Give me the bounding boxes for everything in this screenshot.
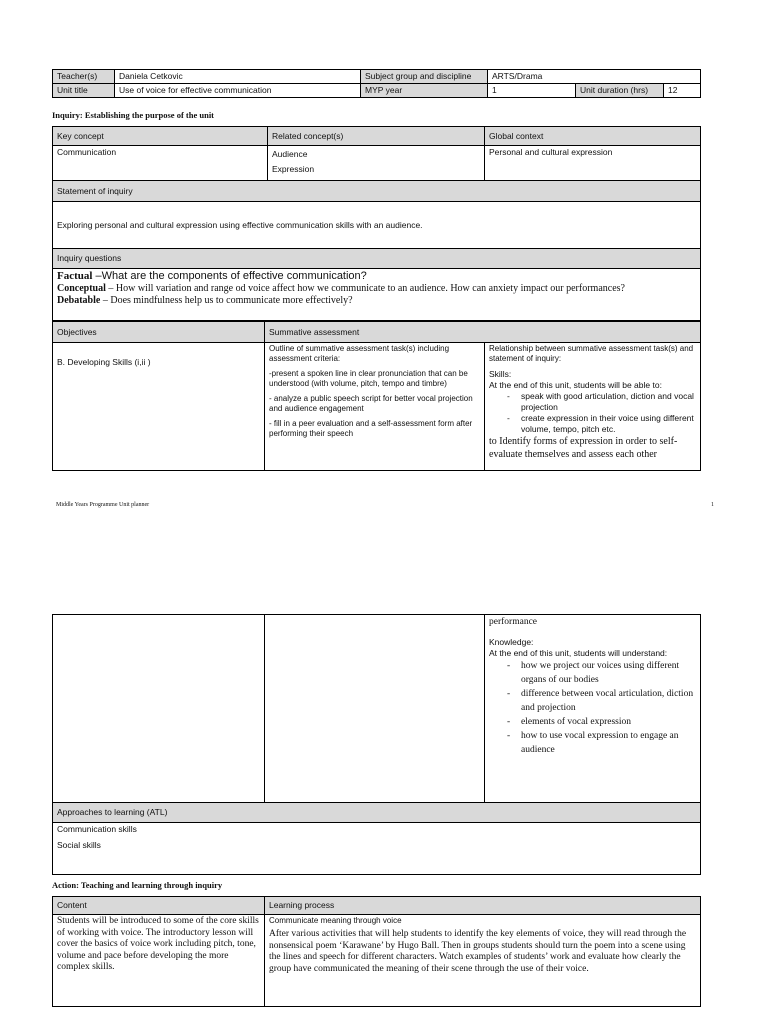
inquiry-table [52, 126, 701, 321]
teacher-value: Daniela Cetkovic [115, 70, 361, 84]
content-label: Content [53, 897, 265, 915]
atl-label: Approaches to learning (ATL) [53, 803, 701, 823]
knowledge-item-1: - how we project our voices using different organs of our bodies [489, 659, 696, 687]
factual-question [57, 270, 696, 283]
knowledge-item-4: - how to use vocal expression to engage an audience [489, 729, 696, 757]
learning-process-label: Learning process [265, 897, 701, 915]
skills-item-1: - speak with good articulation, diction and vocal projection [489, 391, 696, 413]
continuation-objective-cell [53, 615, 265, 803]
inquiry-heading: Inquiry: Establishing the purpose of the unit [52, 110, 215, 120]
action-heading: Action: Teaching and learning through inquiry [52, 880, 223, 890]
atl-item-1: Communication skills [57, 824, 137, 834]
action-table [52, 896, 701, 1007]
summative-label: Summative assessment [265, 322, 701, 343]
outline-item-3: - fill in a peer evaluation and a self-assessment form after performing their speech [269, 419, 473, 438]
outline-heading: Outline of summative assessment task(s) including assessment criteria: [269, 344, 450, 363]
related-concepts-label: Related concept(s) [268, 127, 485, 146]
debatable-text: – Does mindfulness help us to communicate more effectively? [100, 295, 353, 306]
related-concept-1: Audience [272, 149, 308, 159]
knowledge-label: Knowledge: [489, 637, 534, 647]
knowledge-intro: At the end of this unit, students will understand: [489, 648, 668, 658]
statement-label: Statement of inquiry [53, 181, 701, 202]
footer-page-number: 1 [711, 502, 714, 508]
relationship-cell [485, 343, 701, 471]
myp-year-label: MYP year [361, 84, 488, 98]
global-context-value: Personal and cultural expression [485, 146, 701, 181]
relationship-heading: Relationship between summative assessment task(s) and statement of inquiry: [489, 344, 694, 363]
statement-text: Exploring personal and cultural expression using effective communication skills with an audience. [53, 202, 701, 249]
conceptual-label: Conceptual [57, 283, 106, 294]
performance-text: performance [489, 617, 537, 627]
inquiry-questions-cell [53, 269, 701, 321]
subject-value: ARTS/Drama [488, 70, 701, 84]
key-concept-label: Key concept [53, 127, 268, 146]
skills-label: Skills: [489, 369, 512, 379]
skills-list [489, 391, 696, 435]
global-context-label: Global context [485, 127, 701, 146]
knowledge-cell [485, 615, 701, 803]
outline-item-2: - analyze a public speech script for better vocal projection and audience engagement [269, 394, 473, 413]
unit-header-table [52, 69, 701, 98]
skills-intro: At the end of this unit, students will be able to: [489, 380, 662, 390]
learning-heading: Communicate meaning through voice [269, 916, 402, 925]
continuation-summative-cell [265, 615, 485, 803]
summative-outline-cell [265, 343, 485, 471]
duration-label: Unit duration (hrs) [576, 84, 664, 98]
inquiry-questions-label: Inquiry questions [53, 249, 701, 269]
objectives-label: Objectives [53, 322, 265, 343]
debatable-question [57, 295, 696, 307]
skills-tail: to Identify forms of expression in order to self-evaluate themselves and assess each other [489, 436, 678, 460]
skills-item-2: - create expression in their voice using different volume, tempo, pitch etc. [489, 413, 696, 435]
objective-value: B. Developing Skills (i,ii ) [53, 343, 265, 471]
conceptual-text: – How will variation and range od voice affect how we communicate to an audience. How can anxiety impact our performances? [105, 283, 625, 294]
outline-item-1: -present a spoken line in clear pronunciation that can be understood (with volume, pitch, tempo and timbre) [269, 369, 468, 388]
learning-text: After various activities that will help students to identify the key elements of voice, they will read through the nonsensical poem ‘Karawane’ by Hugo Ball. Then in groups students should turn the poem into a scene using the lines and speech for different characters. Watch examples of students’ work and evaluate how clearly the group have communicated the meaning of their scene through the use of their voice. [269, 929, 687, 974]
atl-item-2: Social skills [57, 840, 101, 850]
key-concept-value: Communication [53, 146, 268, 181]
factual-label: Factual [57, 270, 93, 282]
unit-title-label: Unit title [53, 84, 115, 98]
atl-cell [53, 823, 701, 875]
subject-label: Subject group and discipline [361, 70, 488, 84]
related-concept-2: Expression [272, 164, 315, 174]
objectives-table [52, 321, 701, 471]
knowledge-item-3: - elements of vocal expression [489, 715, 696, 729]
related-concepts-value [268, 146, 485, 181]
footer-title: Middle Years Programme Unit planner [56, 502, 150, 508]
factual-text: –What are the components of effective communication? [92, 270, 367, 282]
knowledge-item-2: - difference between vocal articulation, diction and projection [489, 687, 696, 715]
debatable-label: Debatable [57, 295, 101, 306]
myp-year-value: 1 [488, 84, 576, 98]
continuation-table [52, 614, 701, 875]
learning-process-cell [265, 915, 701, 1007]
duration-value: 12 [664, 84, 701, 98]
conceptual-question [57, 283, 696, 295]
teacher-label: Teacher(s) [53, 70, 115, 84]
knowledge-list [489, 659, 696, 757]
unit-title-value: Use of voice for effective communication [115, 84, 361, 98]
content-text: Students will be introduced to some of the core skills of working with voice. The introductory lesson will cover the basics of voice work including pitch, tone, volume and pace before developing the more complex skills. [53, 915, 265, 1007]
